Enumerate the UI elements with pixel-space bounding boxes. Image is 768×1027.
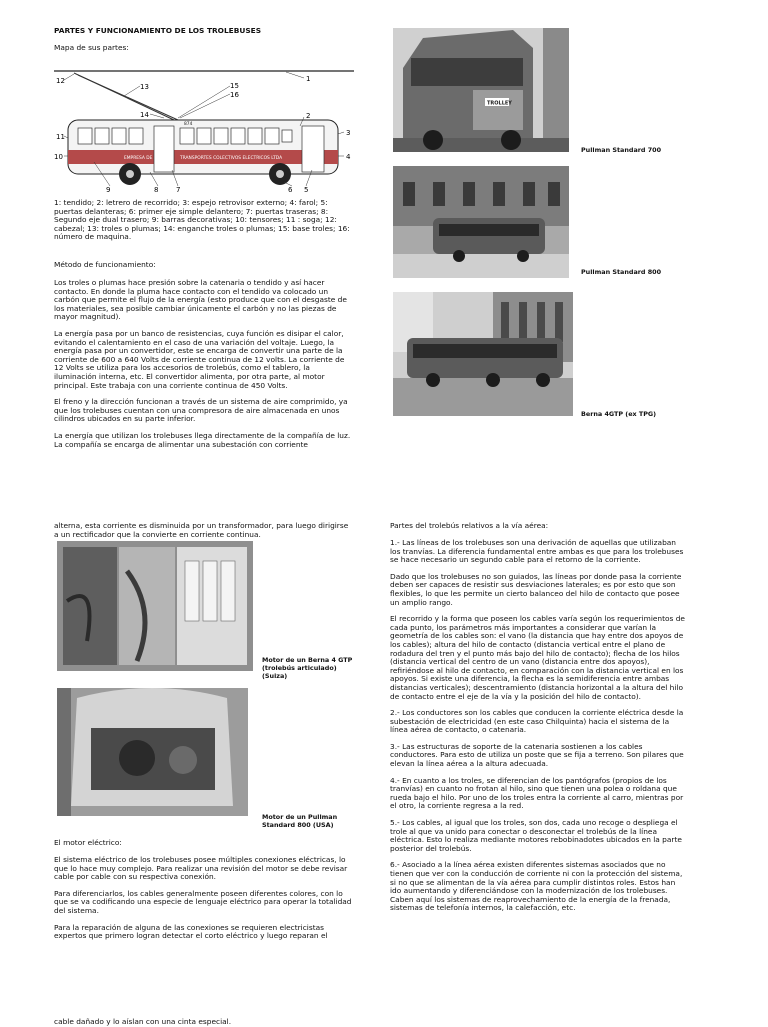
photo-pullman-800 — [393, 166, 569, 278]
map-heading: Mapa de sus partes: — [54, 43, 129, 52]
method-paragraph-3: El freno y la dirección funcionan a través de un sistema de aire comprimido, ya que los trolebuses cuentan con una compresora de aire almacenada en unos cilindros ubicados en su parte inferior. — [54, 397, 348, 424]
method-paragraph-4: La energía que utilizan los trolebuses llega directamente de la compañía de luz. La compañía se encarga de alimentar una subestación con corriente — [54, 430, 351, 449]
aerial-paragraph-6: 4.- En cuanto a los troles, se diferencian de los pantógrafos (propios de los tranvías) en cuanto no frotan al hilo, sino que tienen una polea o roldana que rueda bajo el hilo. Por uno de los troles entra la corriente al carro, mientras por el otro, la corriente regresa a la red. — [390, 775, 684, 811]
footer-cut-text: cable dañado y lo aíslan con una cinta especial. — [54, 1017, 232, 1026]
continuation-text: alterna, esta corriente es disminuida por un transformador, para luego dirigirse a un rectificador que la convierte en corriente continua. — [54, 521, 349, 539]
aerial-paragraph-4: 2.- Los conductores son los cables que conducen la corriente eléctrica desde la subestación de electricidad (en este caso Chilquinta) hacia el sistema de la línea aérea de contacto, o catenaria. — [390, 708, 684, 735]
aerial-paragraph-5: 3.- Las estructuras de soporte de la catenaria sostienen a los cables conductores. Para esto de utiliza un poste que se fija a terreno. Son pilares que elevan la línea aérea a la altura adecuada. — [390, 741, 684, 769]
aerial-paragraph-1: 1.- Las líneas de los trolebuses son una derivación de aquellas que utilizaban los tranvías. La diferencia fundamental entre ambas es que para los trolebuses se hace necesario un segundo cable para el retorno de la corriente. — [390, 538, 684, 565]
aerial-paragraph-2: Dado que los trolebuses no son guiados, las líneas por donde pasa la corriente deben ser capaces de resistir sus desviaciones laterales; es por esto que son flexibles, lo que les permite un cierto balanceo del hilo de contacto que posee un amplio rango. — [390, 571, 682, 607]
caption-berna: Berna 4GTP (ex TPG) — [581, 410, 657, 419]
callout-7: 7 — [176, 186, 181, 194]
callout-2: 2 — [306, 112, 311, 120]
trolleybus-diagram — [54, 62, 354, 194]
caption-motor-pullman: Motor de un Pullman Standard 800 (USA) — [262, 813, 338, 830]
callout-11: 11 — [56, 133, 65, 141]
callout-16: 16 — [230, 91, 239, 99]
caption-pullman-700: Pullman Standard 700 — [581, 146, 662, 155]
callout-12: 12 — [56, 77, 65, 85]
bus-sign-right: TRANSPORTES COLECTIVOS ELECTRICOS LTDA — [180, 156, 283, 161]
motor-paragraph-3: Para la reparación de alguna de las conexiones se requieren electricistas expertos que primero logran detectar el corto eléctrico y luego reparan el — [54, 922, 328, 941]
callout-4: 4 — [346, 153, 351, 161]
page-title: PARTES Y FUNCIONAMIENTO DE LOS TROLEBUSES — [54, 26, 262, 35]
caption-motor-berna: Motor de un Berna 4 GTP (trolebús articulado) (Suiza) — [262, 656, 353, 681]
bus-route-label: 874 — [184, 122, 193, 127]
callout-5: 5 — [304, 186, 309, 194]
callout-10: 10 — [54, 153, 63, 161]
callout-6: 6 — [288, 186, 293, 194]
bus-sign-left: EMPRESA DE — [124, 156, 153, 161]
photo-berna — [393, 292, 573, 416]
callout-15: 15 — [230, 82, 239, 90]
callout-8: 8 — [154, 186, 159, 194]
callout-13: 13 — [140, 83, 149, 91]
trolley-pole-2 — [78, 75, 178, 120]
callout-1: 1 — [306, 75, 311, 83]
bus-plate-text: TROLLEY — [487, 100, 512, 107]
trolleybus-diagram-svg — [54, 62, 354, 194]
photo-motor-berna — [57, 541, 253, 671]
callout-14: 14 — [140, 111, 149, 119]
motor-paragraph-2: Para diferenciarlos, los cables generalmente poseen diferentes colores, con lo que se va codificando una especie de lenguaje eléctrico para operar la totalidad del sistema. — [54, 888, 352, 915]
caption-pullman-800: Pullman Standard 800 — [581, 268, 662, 277]
method-text — [54, 279, 354, 457]
photo-motor-pullman — [57, 688, 248, 816]
motor-heading: El motor eléctrico: — [54, 838, 122, 847]
aerial-text — [390, 539, 688, 921]
parts-legend: 1: tendido; 2: letrero de recorrido; 3: espejo retrovisor externo; 4: farol; 5: puertas delanteras; 6: primer eje simple delantero; 7: puertas traseras; 8: Segundo eje dual trasero; 9: barras decorativas; 10: tensores; 11 : soga; 12: cabezal; 13: troles o plumas; 14: enganche troles o plumas; 15: base troles; 16: número de maquina. — [54, 198, 350, 242]
method-paragraph-2: La energía pasa por un banco de resistencias, cuya función es disipar el calor, evitando el calentamiento en el caso de una variación del voltaje. Luego, la energía pasa por un convertidor, este se encarga de convertir una parte de la corriente de 600 a 640 Volts de corriente continua de 12 volts. La corriente de 12 Volts se utiliza para los accesorios de trolebús, como el tablero, la iluminación interna, etc. El convertidor alimenta, por otra parte, al motor principal. Este trabaja con una corriente continua de 450 Volts. — [54, 328, 345, 390]
aerial-paragraph-3: El recorrido y la forma que poseen los cables varía según los requerimientos de cada punto, los parámetros más importantes a considerar que varían la geometría de los cables son: el vano (la distancia que hay entre dos apoyos de los cables); altura del hilo de contacto (distancia vertical entre el plano de rodadura del tren y el punto más bajo del hilo de contacto); flecha de los hilos (distancia vertical del centro de un vano (distancia entre dos apoyos), refiriéndose al hilo de contacto, en comparación con la distancia vertical en los apoyos. Si existe una diferencia, la flecha es la semidiferencia entre ambas distancias verticales); descentramiento (distancia horizontal a la altura del hilo de contacto entre el eje de la vía y la posición del hilo de contacto). — [390, 614, 685, 701]
aerial-heading: Partes del trolebús relativos a la vía aérea: — [390, 521, 549, 530]
motor-text — [54, 856, 354, 949]
method-paragraph-1: Los troles o plumas hace presión sobre la catenaria o tendido y así hacer contacto. En donde la pluma hace contacto con el tendido va colocado un carbón que permite el flujo de la energía (esto produce que con el desgaste de los materiales, sea posible cambiar únicamente el carbón y no las piezas de mayor magnitud). — [54, 278, 347, 322]
callout-9: 9 — [106, 186, 111, 194]
method-heading: Método de funcionamiento: — [54, 260, 156, 269]
motor-paragraph-1: El sistema eléctrico de los trolebuses posee múltiples conexiones eléctricas, lo que lo hace muy complejo. Para realizar una revisión del motor se debe revisar cable por cable con su respectiva conexión. — [54, 855, 348, 882]
callout-3: 3 — [346, 129, 351, 137]
aerial-paragraph-7: 5.- Los cables, al igual que los troles, son dos, cada uno recoge o despliega el trole al que va unido para conectar o desconectar el trolebús de la línea eléctrica. Esto lo realiza mediante motores rebobinadotes ubicados en la parte posterior del trolebús. — [390, 818, 682, 853]
aerial-paragraph-8: 6.- Asociado a la línea aérea existen diferentes sistemas asociados que no tienen que ver con la conducción de corriente ni con la protección del sistema, si no que se alimentan de la vía aérea para cumplir distintos roles. Estos han ido aumentando y diferenciándose con la modernización de los trolebuses. Caben aquí los sistemas de reaprovechamiento de la energía de la frenada, sistemas de telefonía internos, la calefacción, etc. — [390, 860, 683, 913]
photo-pullman-700 — [393, 28, 569, 152]
